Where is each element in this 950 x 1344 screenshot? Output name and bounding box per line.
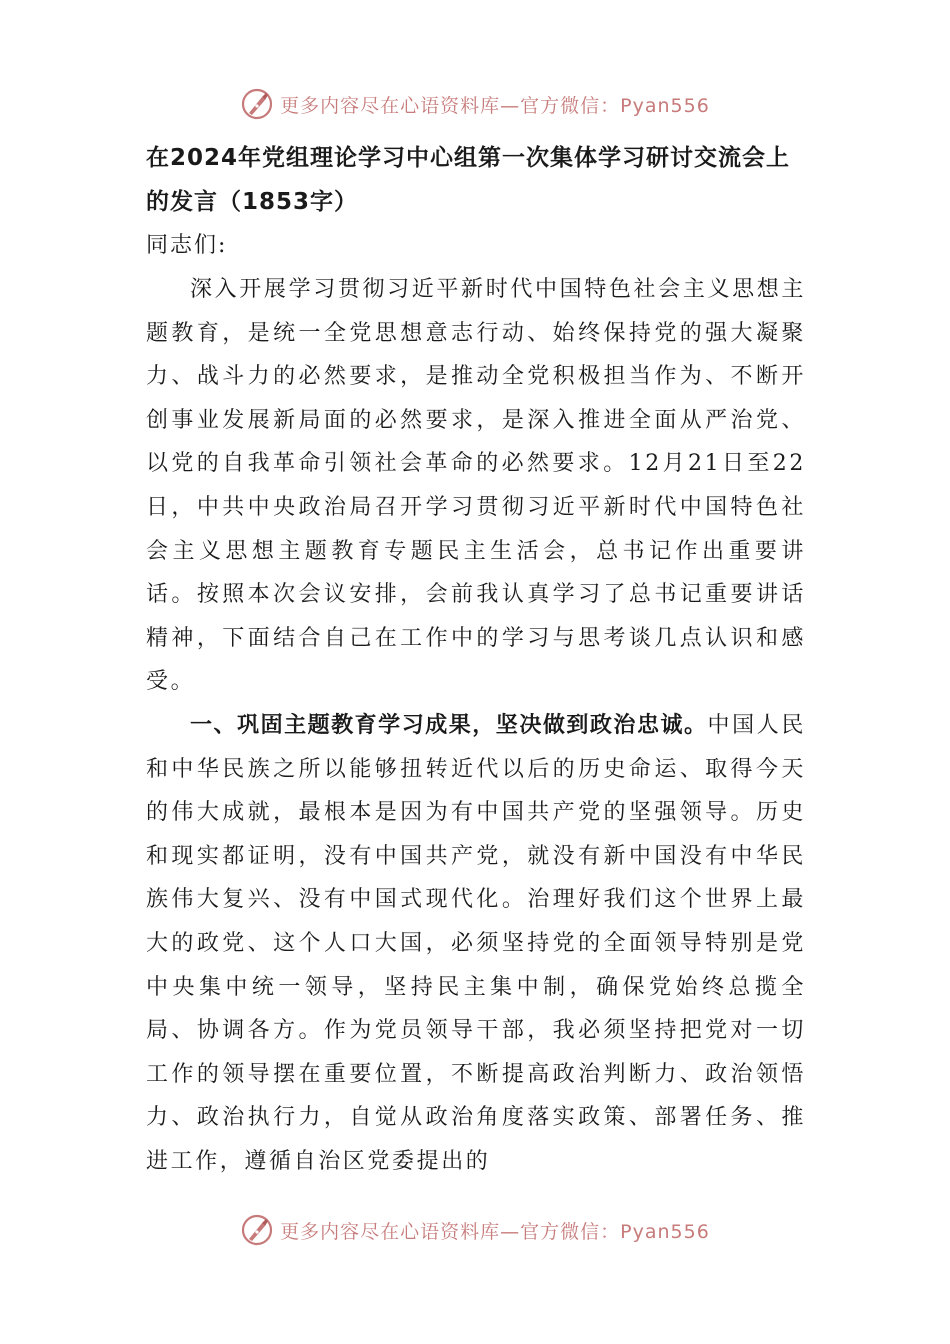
salutation: 同志们: bbox=[146, 233, 228, 258]
document-title: 在2024年党组理论学习中心组第一次集体学习研讨交流会上的发言（1853字） bbox=[146, 145, 791, 215]
watermark-header bbox=[0, 84, 950, 124]
section-1-heading: 一、巩固主题教育学习成果，坚决做到政治忠诚。 bbox=[190, 712, 708, 738]
document-body bbox=[146, 136, 806, 1183]
paragraph-intro: 深入开展学习贯彻习近平新时代中国特色社会主义思想主题教育，是统一全党思想意志行动、始终保持党的强大凝聚力、战斗力的必然要求，是推动全党积极担当作为、不断开创事业发展新局面的必然要求，是深入推进全面从严治党、以党的自我革命引领社会革命的必然要求。12月21日至22日，中共中央政治局召开学习贯彻习近平新时代中国特色社会主义思想主题教育专题民主生活会，总书记作出重要讲话。按照本次会议安排，会前我认真学习了总书记重要讲话精神，下面结合自己在工作中的学习与思考谈几点认识和感受。 bbox=[146, 277, 806, 695]
watermark-text: 更多内容尽在心语资料库—官方微信：Pyan556 bbox=[280, 1220, 710, 1243]
watermark-text: 更多内容尽在心语资料库—官方微信：Pyan556 bbox=[280, 94, 710, 117]
paragraph-section-1 bbox=[146, 704, 806, 1184]
section-1-body: 中国人民和中华民族之所以能够扭转近代以后的历史命运、取得今天的伟大成就，最根本是因为有中国共产党的坚强领导。历史和现实都证明，没有中国共产党，就没有新中国没有中华民族伟大复兴、没有中国式现代化。治理好我们这个世界上最大的政党、这个人口大国，必须坚持党的全面领导特别是党中央集中统一领导，坚持民主集中制，确保党始终总揽全局、协调各方。作为党员领导干部，我必须坚持把党对一切工作的领导摆在重要位置，不断提高政治判断力、政治领悟力、政治执行力，自觉从政治角度落实政策、部署任务、推进工作，遵循自治区党委提出的 bbox=[146, 712, 806, 1174]
watermark-footer bbox=[0, 1210, 950, 1250]
pen-nib-logo-icon bbox=[240, 87, 274, 121]
pen-nib-logo-icon bbox=[240, 1213, 274, 1247]
